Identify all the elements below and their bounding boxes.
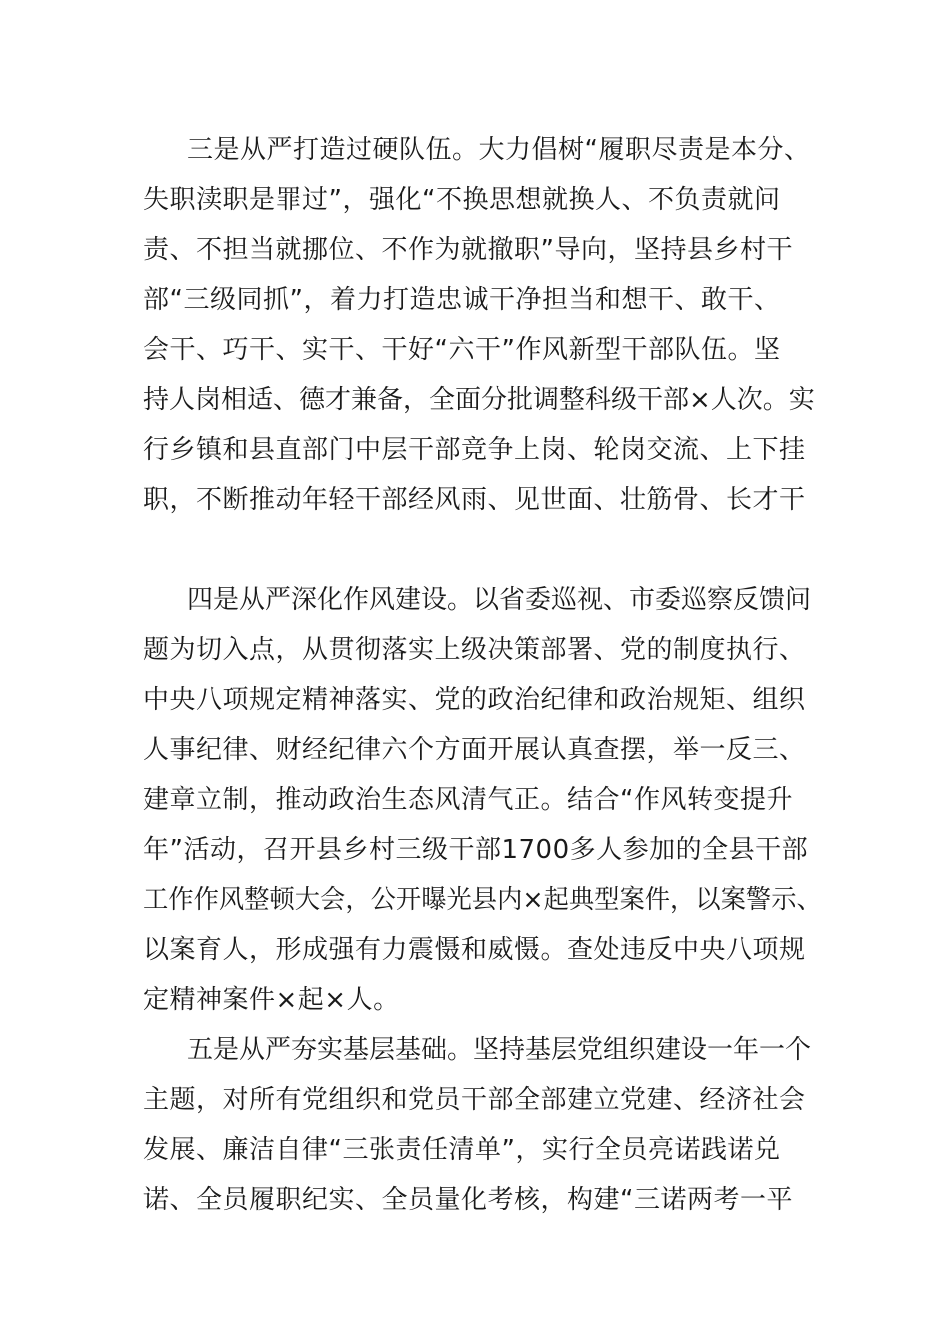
text-line: 职，不断推动年轻干部经风雨、见世面、壮筋骨、长才干	[143, 485, 806, 515]
text-line: 定精神案件×起×人。	[143, 985, 400, 1015]
text-line: 工作作风整顿大会，公开曝光县内×起典型案件，以案警示、	[143, 885, 822, 915]
text-line: 责、不担当就挪位、不作为就撤职”导向，坚持县乡村干	[143, 235, 793, 265]
text-line: 主题，对所有党组织和党员干部全部建立党建、经济社会	[143, 1085, 806, 1115]
text-line: 发展、廉洁自律“三张责任清单”，实行全员亮诺践诺兑	[143, 1135, 781, 1165]
text-line: 诺、全员履职纪实、全员量化考核，构建“三诺两考一平	[143, 1185, 793, 1215]
text-line: 三是从严打造过硬队伍。大力倡树“履职尽责是本分、	[187, 135, 811, 165]
text-line: 题为切入点，从贯彻落实上级决策部署、党的制度执行、	[143, 635, 806, 665]
text-line: 行乡镇和县直部门中层干部竞争上岗、轮岗交流、上下挂	[143, 435, 806, 465]
text-line: 中央八项规定精神落实、党的政治纪律和政治规矩、组织	[143, 685, 806, 715]
text-line: 会干、巧干、实干、干好“六干”作风新型干部队伍。坚	[143, 335, 781, 365]
text-line: 建章立制，推动政治生态风清气正。结合“作风转变提升	[143, 785, 793, 815]
text-line: 失职渎职是罪过”，强化“不换思想就换人、不负责就问	[143, 185, 781, 215]
text-line: 持人岗相适、德才兼备，全面分批调整科级干部×人次。实	[143, 385, 815, 415]
text-line: 以案育人，形成强有力震慑和威慑。查处违反中央八项规	[143, 935, 806, 965]
text-line: 年”活动，召开县乡村三级干部1700多人参加的全县干部	[143, 835, 809, 865]
text-line: 人事纪律、财经纪律六个方面开展认真查摆，举一反三、	[143, 735, 806, 765]
text-line: 五是从严夯实基层基础。坚持基层党组织建设一年一个	[187, 1035, 812, 1065]
text-line: 四是从严深化作风建设。以省委巡视、市委巡察反馈问	[187, 585, 812, 615]
text-line: 部“三级同抓”，着力打造忠诚干净担当和想干、敢干、	[143, 285, 781, 315]
